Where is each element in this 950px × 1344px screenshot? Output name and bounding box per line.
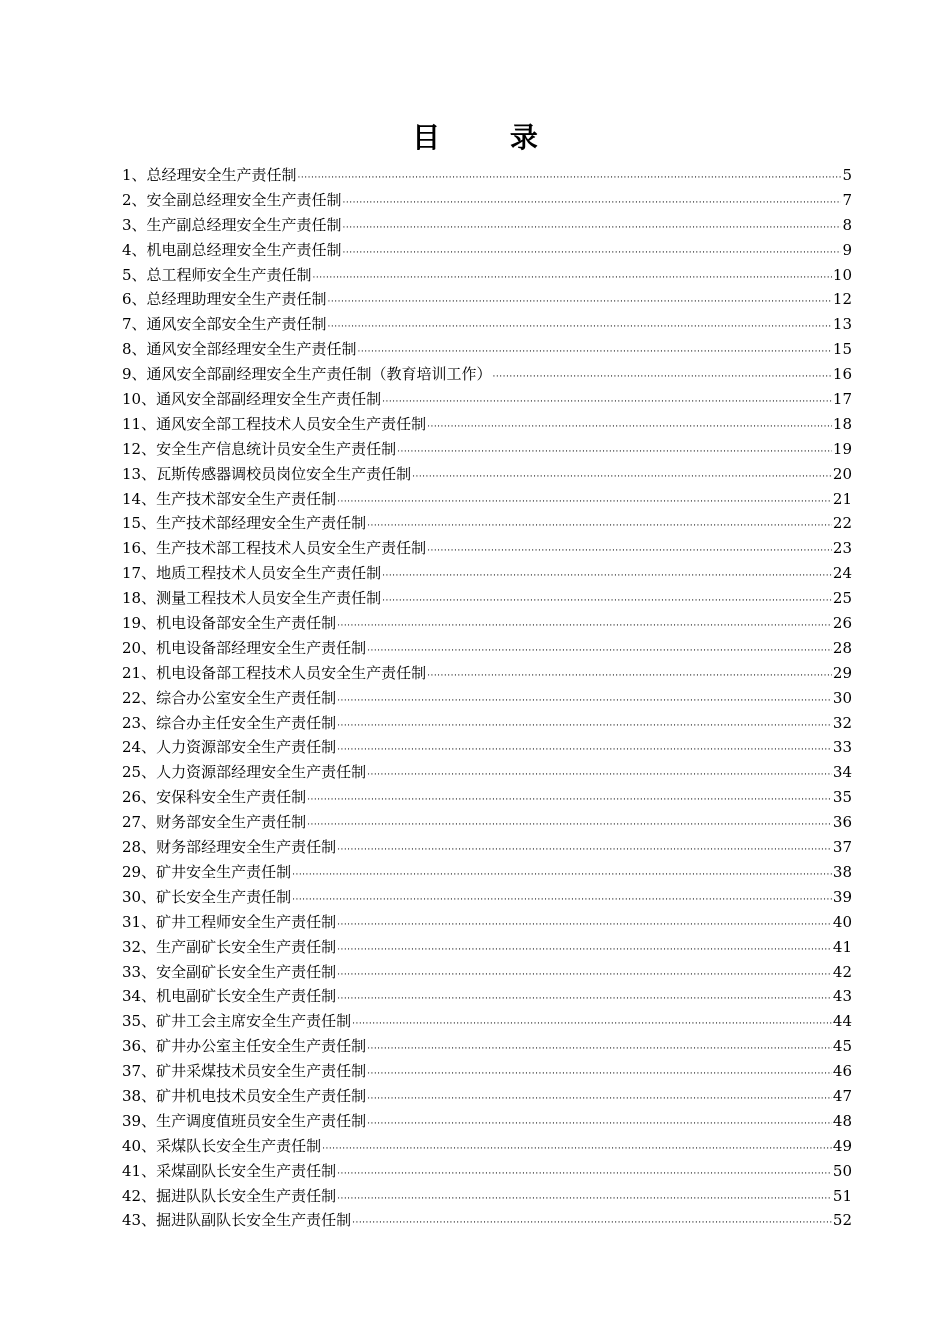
- toc-entry[interactable]: [122, 213, 852, 238]
- toc-dot-leader: [427, 539, 832, 564]
- toc-entry-title: 28、财务部经理安全生产责任制: [122, 838, 337, 857]
- toc-entry[interactable]: [122, 910, 852, 935]
- toc-entry-page-number: 23: [832, 539, 852, 558]
- toc-entry-page-number: 22: [832, 514, 852, 533]
- toc-entry-title: 39、生产调度值班员安全生产责任制: [122, 1111, 367, 1130]
- toc-entry-title: 38、矿井机电技术员安全生产责任制: [122, 1086, 367, 1105]
- toc-entry-page-number: 32: [832, 713, 852, 732]
- toc-dot-leader: [337, 987, 832, 1012]
- toc-entry-title: 35、矿井工会主席安全生产责任制: [122, 1012, 352, 1031]
- toc-entry[interactable]: [122, 1009, 852, 1034]
- toc-entry-title: 41、采煤副队长安全生产责任制: [122, 1161, 337, 1180]
- toc-entry[interactable]: [122, 686, 852, 711]
- toc-dot-leader: [367, 1087, 832, 1112]
- toc-entry-title: 2、安全副总经理安全生产责任制: [122, 190, 342, 209]
- toc-entry-page-number: 33: [832, 738, 852, 757]
- toc-entry-title: 6、总经理助理安全生产责任制: [122, 290, 327, 309]
- toc-dot-leader: [493, 365, 832, 390]
- toc-entry-page-number: 38: [832, 862, 852, 881]
- toc-entry-title: 43、掘进队副队长安全生产责任制: [122, 1211, 352, 1230]
- toc-entry[interactable]: [122, 437, 852, 462]
- toc-entry[interactable]: [122, 287, 852, 312]
- toc-entry[interactable]: [122, 935, 852, 960]
- toc-entry-title: 3、生产副总经理安全生产责任制: [122, 215, 342, 234]
- toc-entry-page-number: 20: [832, 464, 852, 483]
- toc-entry[interactable]: [122, 711, 852, 736]
- toc-entry[interactable]: [122, 760, 852, 785]
- toc-entry-page-number: 18: [832, 414, 852, 433]
- toc-entry-title: 24、人力资源部安全生产责任制: [122, 738, 337, 757]
- toc-entry[interactable]: [122, 586, 852, 611]
- toc-entry-title: 1、总经理安全生产责任制: [122, 166, 297, 184]
- toc-entry-page-number: 17: [832, 390, 852, 409]
- toc-entry[interactable]: [122, 611, 852, 636]
- toc-entry-page-number: 40: [832, 912, 852, 931]
- toc-entry[interactable]: [122, 984, 852, 1009]
- toc-dot-leader: [292, 863, 832, 888]
- toc-entry-page-number: 25: [832, 589, 852, 608]
- toc-entry-title: 31、矿井工程师安全生产责任制: [122, 912, 337, 931]
- toc-entry[interactable]: [122, 810, 852, 835]
- toc-dot-leader: [307, 813, 832, 838]
- toc-entry[interactable]: [122, 387, 852, 412]
- toc-entry-page-number: 41: [832, 937, 852, 956]
- toc-entry-page-number: 26: [832, 614, 852, 633]
- toc-entry[interactable]: [122, 1059, 852, 1084]
- toc-entry-title: 12、安全生产信息统计员安全生产责任制: [122, 439, 397, 458]
- toc-entry[interactable]: [122, 312, 852, 337]
- toc-dot-leader: [427, 415, 832, 440]
- toc-entry-page-number: 51: [832, 1186, 852, 1205]
- toc-entry-title: 36、矿井办公室主任安全生产责任制: [122, 1037, 367, 1056]
- toc-entry[interactable]: [122, 636, 852, 661]
- toc-entry[interactable]: [122, 1159, 852, 1184]
- toc-dot-leader: [343, 191, 841, 216]
- toc-dot-leader: [427, 664, 832, 689]
- toc-entry-page-number: 21: [832, 489, 852, 508]
- toc-entry[interactable]: [122, 487, 852, 512]
- toc-entry-title: 37、矿井采煤技术员安全生产责任制: [122, 1062, 367, 1081]
- toc-entry-title: 25、人力资源部经理安全生产责任制: [122, 763, 367, 782]
- toc-entry[interactable]: [122, 1109, 852, 1134]
- toc-entry-title: 10、通风安全部副经理安全生产责任制: [122, 390, 382, 409]
- toc-entry[interactable]: [122, 536, 852, 561]
- toc-entry-page-number: 28: [832, 638, 852, 657]
- toc-entry-page-number: 50: [832, 1161, 852, 1180]
- toc-entry-page-number: 44: [832, 1012, 852, 1031]
- toc-entry-page-number: 7: [842, 190, 852, 209]
- toc-entry-title: 9、通风安全部副经理安全生产责任制（教育培训工作）: [122, 365, 492, 384]
- toc-entry-title: 18、测量工程技术人员安全生产责任制: [122, 589, 382, 608]
- toc-entry[interactable]: [122, 1084, 852, 1109]
- toc-entry-title: 13、瓦斯传感器调校员岗位安全生产责任制: [122, 464, 412, 483]
- toc-dot-leader: [307, 788, 832, 813]
- toc-entry-page-number: 8: [842, 215, 852, 234]
- toc-entry-title: 7、通风安全部安全生产责任制: [122, 315, 327, 334]
- toc-dot-leader: [367, 1062, 832, 1087]
- toc-entry[interactable]: [122, 561, 852, 586]
- toc-entry-page-number: 9: [842, 240, 852, 259]
- toc-entry-title: 34、机电副矿长安全生产责任制: [122, 987, 337, 1006]
- toc-dot-leader: [337, 838, 832, 863]
- toc-entry-title: 27、财务部安全生产责任制: [122, 813, 307, 832]
- toc-dot-leader: [298, 166, 841, 191]
- toc-entry-page-number: 45: [832, 1037, 852, 1056]
- toc-entry-title: 19、机电设备部安全生产责任制: [122, 614, 337, 633]
- toc-entry-page-number: 52: [832, 1211, 852, 1230]
- toc-entry-page-number: 46: [832, 1062, 852, 1081]
- toc-dot-leader: [352, 1012, 832, 1037]
- toc-entry-title: 30、矿长安全生产责任制: [122, 887, 292, 906]
- toc-entry[interactable]: [122, 860, 852, 885]
- toc-dot-leader: [292, 888, 832, 913]
- toc-entry-title: 16、生产技术部工程技术人员安全生产责任制: [122, 539, 427, 558]
- toc-entry-title: 8、通风安全部经理安全生产责任制: [122, 340, 357, 359]
- toc-dot-leader: [382, 564, 832, 589]
- toc-dot-leader: [367, 639, 832, 664]
- toc-entry-title: 33、安全副矿长安全生产责任制: [122, 962, 337, 981]
- toc-entry-title: 11、通风安全部工程技术人员安全生产责任制: [122, 414, 427, 433]
- toc-dot-leader: [343, 241, 841, 266]
- toc-dot-leader: [328, 290, 832, 315]
- toc-dot-leader: [367, 1037, 832, 1062]
- toc-dot-leader: [328, 315, 832, 340]
- toc-entry-page-number: 37: [832, 838, 852, 857]
- toc-dot-leader: [337, 490, 832, 515]
- toc-entry[interactable]: [122, 511, 852, 536]
- toc-dot-leader: [382, 390, 832, 415]
- toc-entry-title: 14、生产技术部安全生产责任制: [122, 489, 337, 508]
- toc-dot-leader: [397, 440, 832, 465]
- toc-entry-page-number: 16: [832, 365, 852, 384]
- toc-entry[interactable]: [122, 735, 852, 760]
- toc-entry-page-number: 48: [832, 1111, 852, 1130]
- toc-entry[interactable]: [122, 362, 852, 387]
- toc-dot-leader: [367, 763, 832, 788]
- toc-dot-leader: [367, 1112, 832, 1137]
- toc-entry[interactable]: [122, 337, 852, 362]
- toc-entry[interactable]: [122, 238, 852, 263]
- toc-entry-title: 26、安保科安全生产责任制: [122, 788, 307, 807]
- toc-dot-leader: [382, 589, 832, 614]
- toc-dot-leader: [367, 514, 832, 539]
- toc-dot-leader: [343, 216, 841, 241]
- toc-entry-page-number: 12: [832, 290, 852, 309]
- toc-entry[interactable]: [122, 263, 852, 288]
- toc-entry-title: 21、机电设备部工程技术人员安全生产责任制: [122, 663, 427, 682]
- toc-entry[interactable]: [122, 661, 852, 686]
- toc-entry-title: 29、矿井安全生产责任制: [122, 862, 292, 881]
- toc-entry[interactable]: [122, 835, 852, 860]
- toc-entry-page-number: 34: [832, 763, 852, 782]
- toc-entry-page-number: 24: [832, 564, 852, 583]
- toc-dot-leader: [412, 465, 832, 490]
- toc-entry-page-number: 42: [832, 962, 852, 981]
- toc-dot-leader: [337, 963, 832, 988]
- toc-entry[interactable]: [122, 163, 852, 188]
- toc-dot-leader: [337, 738, 832, 763]
- toc-entry[interactable]: [122, 885, 852, 910]
- toc-dot-leader: [337, 689, 832, 714]
- toc-entry[interactable]: [122, 412, 852, 437]
- toc-entry-title: 22、综合办公室安全生产责任制: [122, 688, 337, 707]
- toc-entry-page-number: 29: [832, 663, 852, 682]
- toc-entry-title: 15、生产技术部经理安全生产责任制: [122, 514, 367, 533]
- toc-entry[interactable]: [122, 1208, 852, 1233]
- toc-entry-title: 5、总工程师安全生产责任制: [122, 265, 312, 284]
- toc-dot-leader: [337, 938, 832, 963]
- toc-entry-title: 23、综合办主任安全生产责任制: [122, 713, 337, 732]
- toc-dot-leader: [337, 614, 832, 639]
- toc-entry-page-number: 15: [832, 340, 852, 359]
- toc-title: 目 录: [412, 121, 568, 154]
- toc-entry-page-number: 36: [832, 813, 852, 832]
- toc-entry-title: 40、采煤队长安全生产责任制: [122, 1136, 322, 1155]
- toc-entry-page-number: 10: [832, 265, 852, 284]
- toc-entry[interactable]: [122, 960, 852, 985]
- toc-entry-page-number: 5: [842, 166, 852, 184]
- toc-dot-leader: [337, 714, 832, 739]
- toc-entry-title: 17、地质工程技术人员安全生产责任制: [122, 564, 382, 583]
- toc-entry-page-number: 30: [832, 688, 852, 707]
- toc-entry-page-number: 13: [832, 315, 852, 334]
- toc-dot-leader: [337, 1162, 832, 1187]
- toc-list: [122, 163, 852, 1233]
- toc-dot-leader: [337, 913, 832, 938]
- toc-dot-leader: [337, 1187, 832, 1212]
- toc-entry-page-number: 49: [832, 1136, 852, 1155]
- toc-entry[interactable]: [122, 1184, 852, 1209]
- toc-entry-page-number: 35: [832, 788, 852, 807]
- toc-entry-page-number: 43: [832, 987, 852, 1006]
- toc-entry[interactable]: [122, 1134, 852, 1159]
- toc-dot-leader: [352, 1211, 832, 1236]
- toc-entry[interactable]: [122, 1034, 852, 1059]
- toc-entry[interactable]: [122, 462, 852, 487]
- toc-entry[interactable]: [122, 188, 852, 213]
- toc-entry-title: 32、生产副矿长安全生产责任制: [122, 937, 337, 956]
- toc-dot-leader: [322, 1137, 832, 1162]
- toc-entry-page-number: 47: [832, 1086, 852, 1105]
- toc-dot-leader: [313, 266, 832, 291]
- toc-entry-page-number: 39: [832, 887, 852, 906]
- toc-entry-title: 20、机电设备部经理安全生产责任制: [122, 638, 367, 657]
- toc-entry-title: 42、掘进队队长安全生产责任制: [122, 1186, 337, 1205]
- toc-entry-title: 4、机电副总经理安全生产责任制: [122, 240, 342, 259]
- toc-entry[interactable]: [122, 785, 852, 810]
- toc-entry-page-number: 19: [832, 439, 852, 458]
